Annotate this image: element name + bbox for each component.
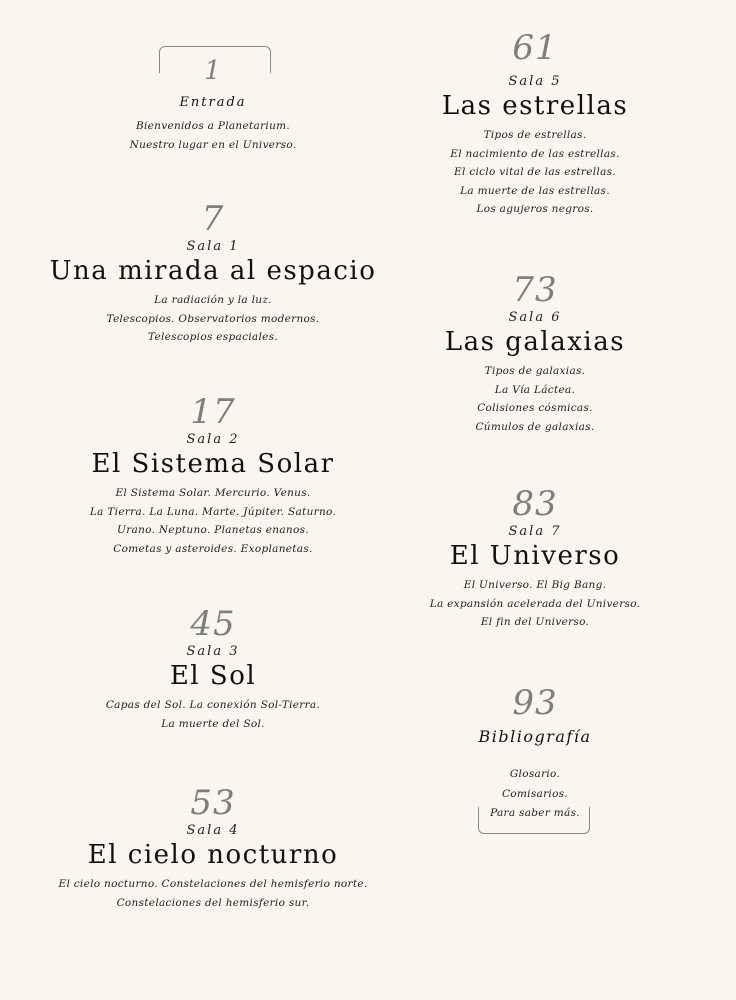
- section-title: El Sistema Solar: [91, 449, 335, 479]
- description-line: La radiación y la luz.: [154, 294, 272, 306]
- section-title: El Sol: [169, 661, 257, 691]
- section-label: Sala 1: [186, 239, 240, 254]
- description-line: Telescopios espaciales.: [148, 331, 278, 343]
- toc-entry-sala-6[interactable]: [365, 272, 705, 436]
- description-line: La muerte del Sol.: [161, 717, 265, 730]
- toc-entry-sala-4[interactable]: [43, 785, 383, 912]
- section-title: Las galaxias: [444, 327, 626, 357]
- toc-entry-sala-1[interactable]: [43, 201, 383, 347]
- section-label: Sala 7: [508, 524, 562, 539]
- description-line: Tipos de estrellas.: [483, 129, 587, 141]
- description-line: Constelaciones del hemisferio sur.: [116, 896, 310, 909]
- description-line: El Universo. El Big Bang.: [463, 579, 607, 591]
- page-number: 53: [190, 783, 236, 823]
- description-line: El nacimiento de las estrellas.: [450, 147, 620, 160]
- description-line: Capas del Sol. La conexión Sol-Tierra.: [105, 699, 321, 711]
- page-number: 1: [204, 56, 222, 86]
- section-label: Sala 5: [508, 74, 562, 89]
- description-line: Urano. Neptuno. Planetas enanos.: [117, 524, 309, 536]
- section-description: [43, 117, 383, 154]
- description-line: Nuestro lugar en el Universo.: [129, 138, 297, 151]
- description-line: Los agujeros negros.: [476, 203, 594, 215]
- section-description: [365, 126, 705, 219]
- toc-entry-sala-3[interactable]: [43, 606, 383, 733]
- section-description: [43, 696, 383, 733]
- toc-entry-sala-5[interactable]: [365, 30, 705, 219]
- page-number: 93: [512, 683, 558, 723]
- section-title: Bibliografía: [478, 727, 592, 746]
- section-title: Las estrellas: [441, 91, 629, 121]
- bottom-bracket-ornament: [478, 807, 590, 834]
- description-line: Bienvenidos a Planetarium.: [135, 120, 291, 132]
- description-line: La expansión acelerada del Universo.: [429, 597, 641, 610]
- toc-entry-entrada[interactable]: [43, 57, 383, 154]
- description-line: Tipos de galaxias.: [484, 365, 586, 377]
- page-number: 83: [512, 484, 558, 524]
- toc-entry-bibliografia[interactable]: [365, 685, 705, 824]
- section-label: Sala 2: [186, 432, 240, 447]
- section-label: Sala 6: [508, 310, 562, 325]
- description-line: Cometas y asteroides. Exoplanetas.: [113, 542, 313, 555]
- description-line: La Tierra. La Luna. Marte. Júpiter. Saturno.: [89, 505, 337, 518]
- section-title: El Universo: [449, 541, 621, 571]
- section-description: [365, 362, 705, 436]
- description-line: Colisiones cósmicas.: [477, 402, 593, 414]
- description-line: El cielo nocturno. Constelaciones del hemisferio norte.: [58, 878, 368, 890]
- description-line: La muerte de las estrellas.: [460, 184, 610, 197]
- description-line: El Sistema Solar. Mercurio. Venus.: [115, 487, 311, 499]
- toc-entry-sala-7[interactable]: [365, 486, 705, 632]
- description-line: Cúmulos de galaxias.: [475, 420, 595, 433]
- description-line: El fin del Universo.: [480, 616, 590, 628]
- description-line: Comisarios.: [501, 787, 569, 800]
- section-title: El cielo nocturno: [87, 840, 339, 870]
- section-description: [365, 576, 705, 632]
- description-line: El ciclo vital de las estrellas.: [454, 166, 616, 178]
- page-number: 7: [201, 199, 225, 239]
- section-label: Sala 3: [186, 644, 240, 659]
- description-line: Telescopios. Observatorios modernos.: [106, 312, 320, 325]
- description-line: Glosario.: [509, 768, 561, 780]
- page-number: 17: [190, 392, 236, 432]
- page-number: 45: [190, 604, 236, 644]
- section-title: Una mirada al espacio: [49, 256, 377, 286]
- section-description: [43, 484, 383, 558]
- description-line: La Vía Láctea.: [494, 383, 576, 396]
- section-description: [43, 291, 383, 347]
- toc-entry-sala-2[interactable]: [43, 394, 383, 558]
- section-description: [43, 875, 383, 912]
- section-label: Sala 4: [186, 823, 240, 838]
- section-title: Entrada: [179, 95, 247, 110]
- page-number: 61: [512, 28, 558, 68]
- page-number: 73: [512, 270, 558, 310]
- description-line: Para saber más.: [490, 807, 580, 819]
